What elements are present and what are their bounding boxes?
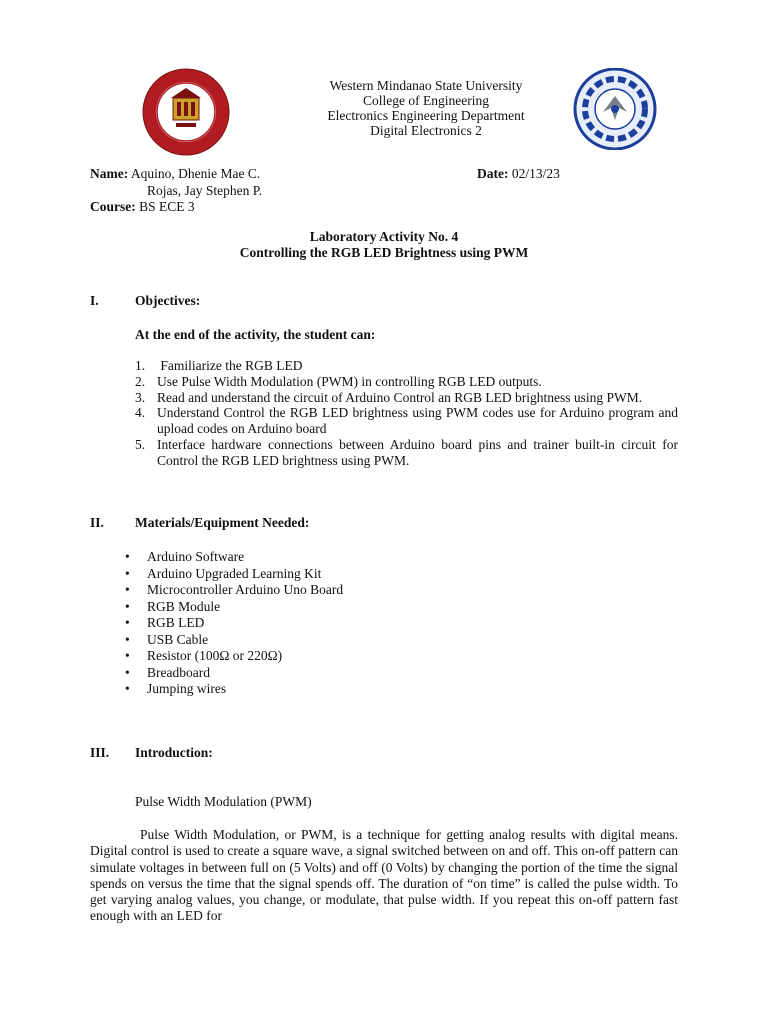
list-item bbox=[135, 358, 678, 374]
list-item bbox=[125, 599, 343, 616]
list-item bbox=[125, 681, 343, 698]
activity-number: Laboratory Activity No. 4 bbox=[309, 229, 459, 244]
list-item bbox=[125, 648, 343, 665]
subject-name: Digital Electronics 2 bbox=[370, 123, 482, 138]
list-text: Jumping wires bbox=[147, 681, 227, 696]
list-number: 3. bbox=[135, 389, 146, 405]
list-item bbox=[135, 390, 678, 406]
introduction-paragraph: Pulse Width Modulation, or PWM, is a technique for getting analog results with digital means. Digital control is used to create a square wave, a signal switched between on and off. This on-off pattern can simulate voltages in between full on (5 Volts) and off (0 Volts) by changing the portion of the time the signal spends on versus the time that the signal spends off. The duration of “on time” is called the pulse width. To get varying analog values, you change, or modulate, that pulse width. If you repeat this on-off pattern fast enough with an LED for bbox=[90, 827, 678, 924]
list-item bbox=[125, 632, 343, 649]
pwm-subheading: Pulse Width Modulation (PWM) bbox=[135, 794, 312, 809]
list-item bbox=[125, 615, 343, 632]
list-item bbox=[125, 665, 343, 682]
list-item bbox=[125, 566, 343, 583]
date-value: 02/13/23 bbox=[511, 166, 560, 181]
bullet-icon: • bbox=[125, 631, 130, 647]
materials-list bbox=[125, 549, 343, 698]
course-value: BS ECE 3 bbox=[139, 199, 195, 214]
list-text: RGB Module bbox=[147, 598, 221, 614]
list-text: Arduino Software bbox=[147, 549, 245, 564]
list-text: Resistor (100Ω or 220Ω) bbox=[147, 648, 283, 663]
list-item bbox=[125, 582, 343, 599]
bullet-icon: • bbox=[125, 565, 130, 581]
list-text: Use Pulse Width Modulation (PWM) in controlling RGB LED outputs. bbox=[157, 373, 542, 389]
list-text: Familiarize the RGB LED bbox=[157, 358, 303, 373]
bullet-icon: • bbox=[125, 615, 130, 630]
bullet-icon: • bbox=[125, 664, 130, 680]
date-label: Date: bbox=[477, 166, 509, 181]
list-number: 2. bbox=[135, 373, 146, 389]
list-number: 5. bbox=[135, 436, 146, 452]
course-row bbox=[90, 199, 195, 215]
bullet-icon: • bbox=[125, 648, 130, 663]
society-emblem-logo bbox=[570, 68, 660, 150]
section-1-title: Objectives: bbox=[135, 293, 201, 308]
bullet-icon: • bbox=[125, 549, 130, 564]
list-number: 1. bbox=[135, 358, 146, 373]
list-item bbox=[135, 405, 678, 437]
list-text: Read and understand the circuit of Arduino Control an RGB LED brightness using PWM. bbox=[157, 389, 643, 405]
list-text: Microcontroller Arduino Uno Board bbox=[147, 582, 344, 597]
list-text: Arduino Upgraded Learning Kit bbox=[147, 565, 322, 581]
list-item bbox=[135, 374, 678, 390]
bullet-icon: • bbox=[125, 598, 130, 614]
university-seal-logo bbox=[142, 68, 230, 156]
list-item bbox=[135, 437, 678, 469]
section-2-title: Materials/Equipment Needed: bbox=[135, 515, 310, 530]
list-item bbox=[125, 549, 343, 566]
list-number: 4. bbox=[135, 405, 146, 421]
list-text: Breadboard bbox=[147, 664, 210, 680]
section-3-number: III. bbox=[90, 745, 110, 760]
section-1-number: I. bbox=[90, 293, 99, 308]
university-name: Western Mindanao State University bbox=[329, 78, 523, 93]
list-text: RGB LED bbox=[147, 615, 205, 630]
objectives-list bbox=[135, 358, 678, 469]
bullet-icon: • bbox=[125, 681, 130, 696]
student-name-2: Rojas, Jay Stephen P. bbox=[147, 183, 263, 198]
date-row bbox=[477, 166, 560, 182]
section-2-number: II. bbox=[90, 515, 104, 530]
list-text: Interface hardware connections between Arduino board pins and trainer built-in circuit for Control the RGB LED brightness using PWM. bbox=[157, 436, 678, 468]
header-block bbox=[230, 78, 622, 138]
department-name: Electronics Engineering Department bbox=[327, 108, 525, 123]
activity-topic: Controlling the RGB LED Brightness using PWM bbox=[239, 245, 529, 260]
objectives-lead: At the end of the activity, the student can: bbox=[135, 327, 376, 342]
name-label: Name: bbox=[90, 166, 129, 181]
activity-title bbox=[90, 229, 678, 261]
name-row bbox=[90, 166, 260, 182]
bullet-icon: • bbox=[125, 582, 130, 597]
list-text: USB Cable bbox=[147, 631, 209, 647]
college-name: College of Engineering bbox=[363, 93, 489, 108]
course-label: Course: bbox=[90, 199, 136, 214]
list-text: Understand Control the RGB LED brightness using PWM codes use for Arduino program and upload codes on Arduino board bbox=[157, 405, 678, 437]
section-3-title: Introduction: bbox=[135, 745, 213, 760]
student-name-1: Aquino, Dhenie Mae C. bbox=[130, 166, 261, 181]
